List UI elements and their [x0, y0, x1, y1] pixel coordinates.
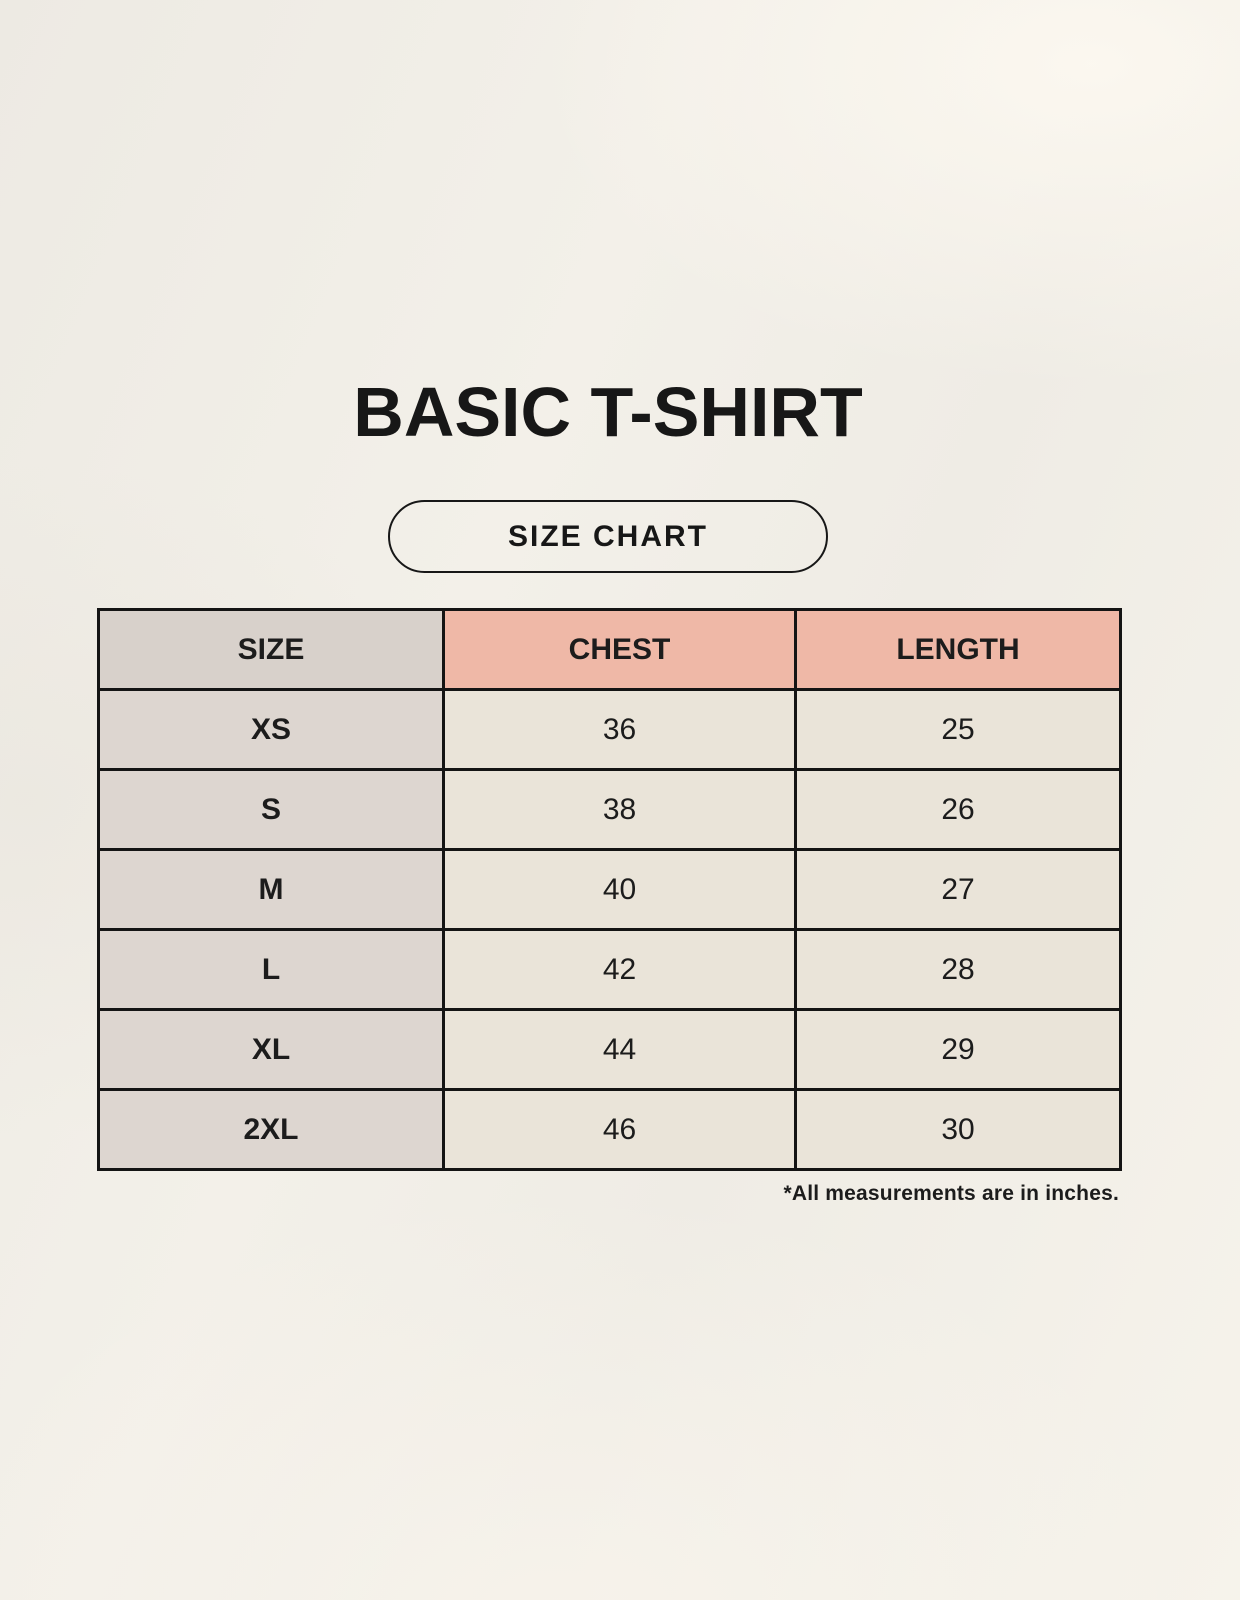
chest-value: 38	[444, 770, 796, 850]
chest-value: 42	[444, 930, 796, 1010]
size-label: 2XL	[99, 1090, 444, 1170]
table-row	[99, 690, 1121, 770]
table-row	[99, 770, 1121, 850]
chest-value: 44	[444, 1010, 796, 1090]
length-value: 26	[796, 770, 1121, 850]
size-table	[97, 608, 1122, 1171]
size-label: S	[99, 770, 444, 850]
size-chart-button-label: SIZE CHART	[508, 519, 708, 553]
table-row	[99, 1010, 1121, 1090]
page-title: BASIC T-SHIRT	[353, 373, 863, 451]
table-row	[99, 930, 1121, 1010]
column-header-chest: CHEST	[444, 610, 796, 690]
size-label: XS	[99, 690, 444, 770]
length-value: 30	[796, 1090, 1121, 1170]
size-label: M	[99, 850, 444, 930]
column-header-length: LENGTH	[796, 610, 1121, 690]
chest-value: 46	[444, 1090, 796, 1170]
table-row	[99, 850, 1121, 930]
length-value: 28	[796, 930, 1121, 1010]
table-header-row	[99, 610, 1121, 690]
table-row	[99, 1090, 1121, 1170]
chest-value: 40	[444, 850, 796, 930]
size-chart-button[interactable]	[388, 500, 828, 573]
size-label: XL	[99, 1010, 444, 1090]
size-chart-graphic	[97, 0, 1119, 1600]
length-value: 25	[796, 690, 1121, 770]
measurements-footnote: *All measurements are in inches.	[783, 1182, 1119, 1205]
size-label: L	[99, 930, 444, 1010]
length-value: 27	[796, 850, 1121, 930]
column-header-size: SIZE	[99, 610, 444, 690]
chest-value: 36	[444, 690, 796, 770]
length-value: 29	[796, 1010, 1121, 1090]
